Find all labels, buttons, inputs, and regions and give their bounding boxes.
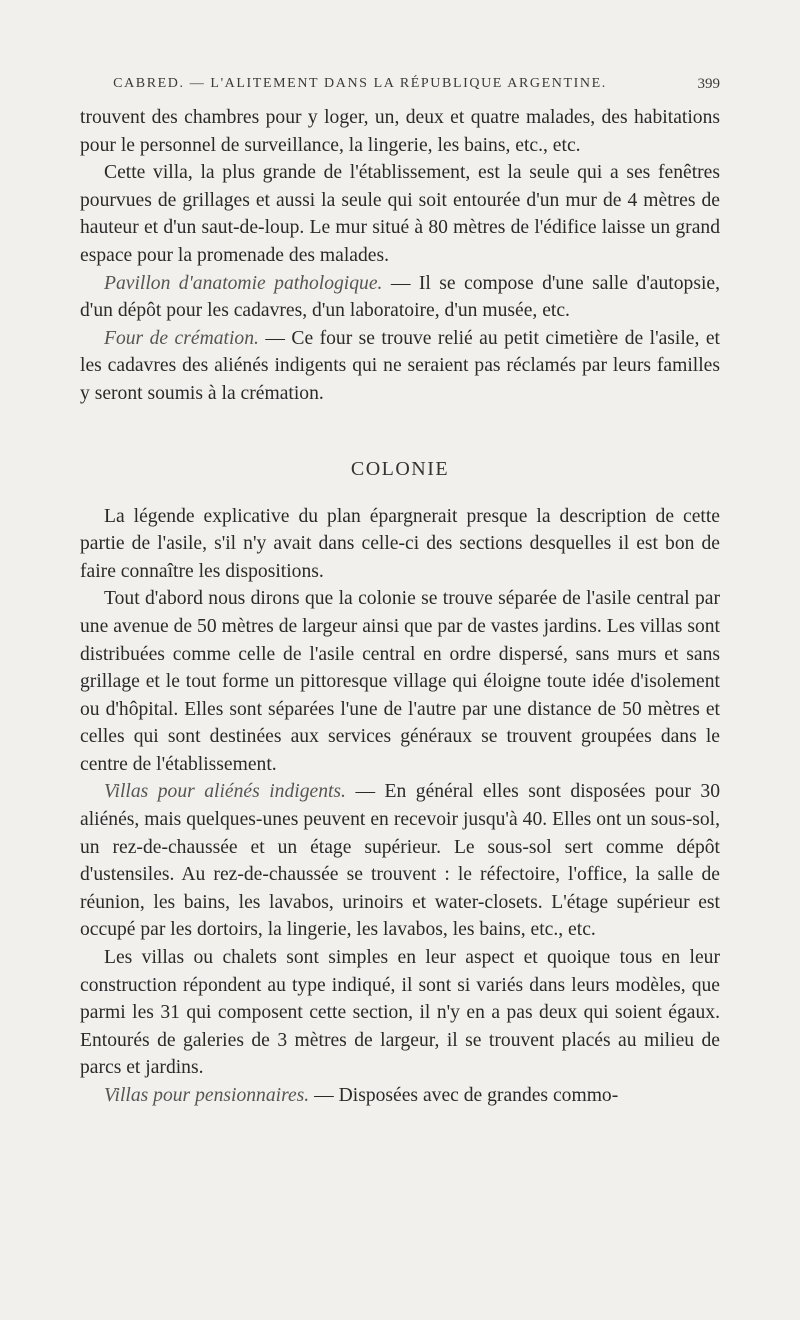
page-header xyxy=(80,74,720,98)
paragraph-text-villas-indigents: — En général elles sont disposées pour 30 aliénés, mais quelques-unes peuvent en recevoir jusqu'à 40. Elles ont un sous-sol, un rez-de-chaussée et un étage supérieur. Le sous-sol sert comme dépôt d'ustensiles. Au rez-de-chaussée se trouvent : le réfectoire, l'office, la salle de réunion, les bains, les lavabos, urinoirs et water-closets. L'étage supérieur est occupé par les dortoirs, la lingerie, les lavabos, les bains, etc., etc. xyxy=(80,781,720,941)
paragraph-villas-chalets: Les villas ou chalets sont simples en leur aspect et quoique tous en leur construction répondent au type indiqué, il sont si variés dans leurs modèles, que parmi les 31 qui composent cette section, il n'y en a pas deux qui soient égaux. Entourés de galeries de 3 mètres de largeur, il se trouvent placés au milieu de parcs et jardins. xyxy=(80,947,720,1079)
paragraph-heading-four: Four de crémation. xyxy=(104,327,259,349)
paragraph-text-four: — Ce four se trouve relié au petit cimetière de l'asile, et les cadavres des aliénés indigents qui ne seraient pas réclamés par leurs familles y seront soumis à la crémation. xyxy=(80,327,720,404)
paragraph-villas-pensionnaires xyxy=(80,1082,720,1110)
paragraph-four-cremation xyxy=(80,325,720,408)
page-number: 399 xyxy=(697,76,720,92)
paragraph-text-villas-pensionnaires: — Disposées avec de grandes commo- xyxy=(309,1085,619,1106)
paragraph-heading-pavillon: Pavillon d'anatomie pathologique. xyxy=(104,272,383,294)
paragraph-heading-villas-pensionnaires: Villas pour pensionnaires. xyxy=(104,1085,310,1106)
paragraph-villa-description: Cette villa, la plus grande de l'établissement, est la seule qui a ses fenêtres pourvues de grillages et aussi la seule qui soit entourée d'un mur de 4 mètres de hauteur et d'un saut-de-loup. Le mur situé à 80 mètres de l'édifice laisse un grand espace pour la promenade des malades. xyxy=(80,162,720,266)
paragraph-heading-villas-indigents: Villas pour aliénés indigents. xyxy=(104,781,346,803)
paragraph-legende: La légende explicative du plan épargnerait presque la description de cette partie de l'asile, s'il n'y avait dans celle-ci des sections desquelles il est bon de faire connaître les dispositions. xyxy=(80,505,720,582)
paragraph-pavillon-anatomie xyxy=(80,270,720,325)
paragraph-colonie-separation: Tout d'abord nous dirons que la colonie se trouve séparée de l'asile central par une avenue de 50 mètres de largeur ainsi que par de vastes jardins. Les villas sont distribuées comme celle de l'asile central en ordre dispersé, sans murs et sans grillage et le tout forme un pittoresque village qui éloigne toute idée d'isolement ou d'hôpital. Elles sont séparées l'une de l'autre par une distance de 50 mètres et celles qui sont destinées aux services généraux se trouvent groupées dans le centre de l'établissement. xyxy=(80,588,720,775)
paragraph-continuation: trouvent des chambres pour y loger, un, deux et quatre malades, des habitations pour le personnel de surveillance, la lingerie, les bains, etc., etc. xyxy=(80,107,720,156)
page-body xyxy=(80,104,720,1110)
running-head: CABRED. — L'ALITEMENT DANS LA RÉPUBLIQUE ARGENTINE. xyxy=(113,76,607,91)
paragraph-text-pavillon: — Il se compose d'une salle d'autopsie, d'un dépôt pour les cadavres, d'un laboratoire, d'un musée, etc. xyxy=(80,272,720,322)
paragraph-villas-indigents xyxy=(80,778,720,944)
section-title-colonie: COLONIE xyxy=(350,457,450,480)
